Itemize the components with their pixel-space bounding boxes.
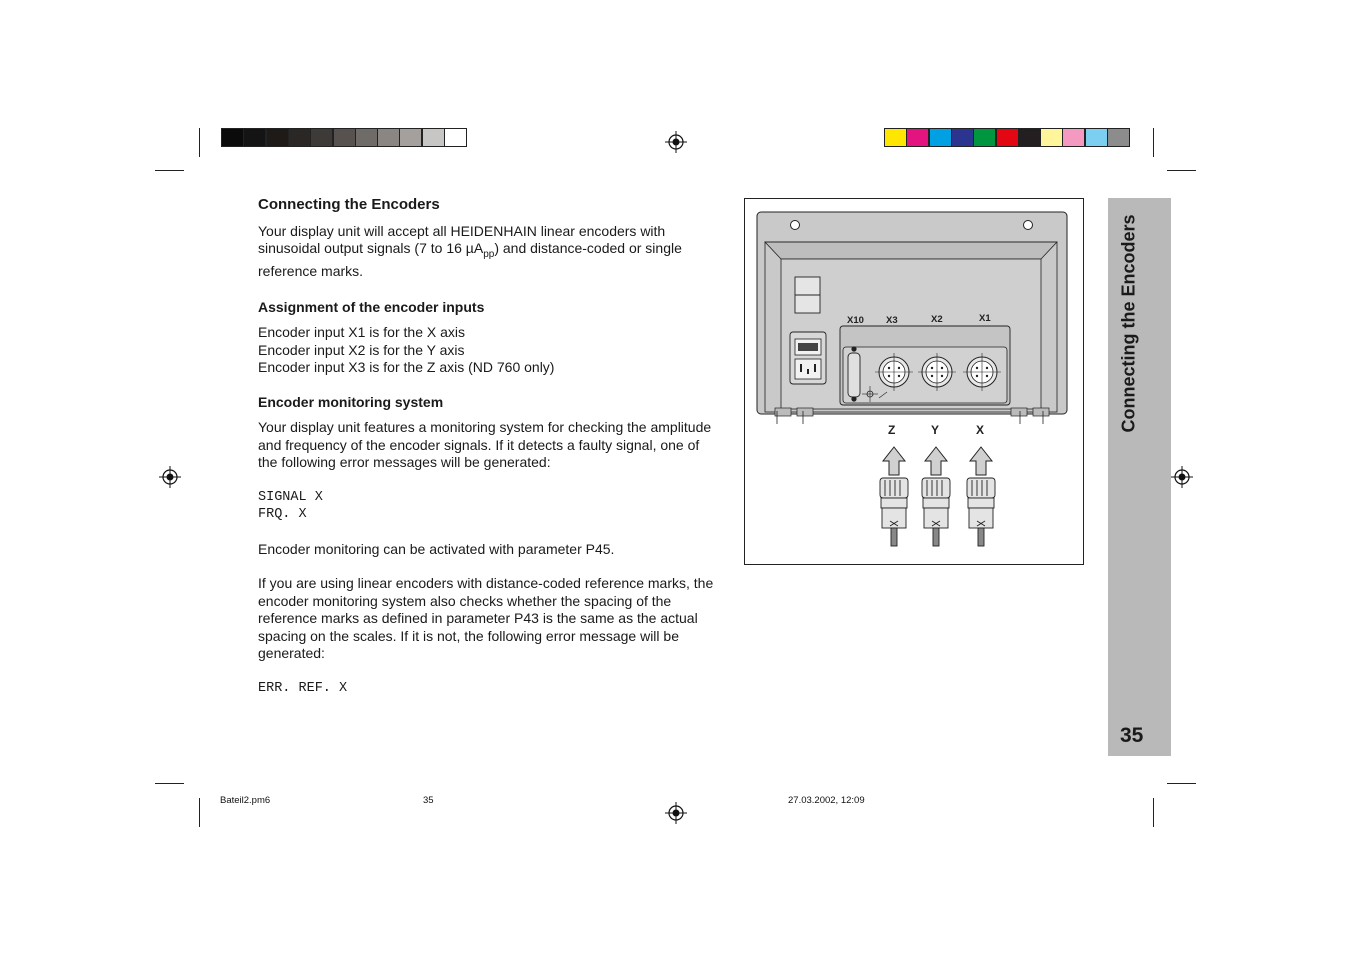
reference-check-text: If you are using linear encoders with distance-coded reference marks, the encoder monitoring system also checks whether the spacing of the reference marks as defined in parameter P43 is the same as the actual spacing on the scales. If it is not, the following error message will be generated: — [258, 575, 714, 662]
gray-swatch — [422, 128, 445, 147]
encoder-plug-y-icon — [922, 478, 950, 546]
side-tab-title — [1108, 198, 1151, 448]
crop-mark — [155, 783, 184, 784]
color-swatch — [906, 128, 929, 147]
error-message: SIGNAL X — [258, 489, 323, 505]
gray-swatch — [243, 128, 266, 147]
intro-text-end: ) and distance-coded or single reference marks. — [258, 240, 682, 280]
gray-swatch — [355, 128, 378, 147]
intro-subscript: pp — [483, 248, 495, 260]
rear-panel-diagram — [745, 199, 1083, 564]
port-label-x10: X10 — [847, 315, 864, 326]
gray-swatch — [310, 128, 333, 147]
encoder-plug-z-icon — [880, 478, 908, 546]
color-swatch — [973, 128, 996, 147]
crop-mark — [1153, 798, 1154, 827]
registration-mark-icon — [665, 802, 687, 824]
error-message: FRQ. X — [258, 507, 307, 523]
axis-label-y: Y — [931, 423, 940, 437]
color-swatch — [1040, 128, 1063, 147]
crop-mark — [199, 798, 200, 827]
page-number: 35 — [1120, 724, 1144, 747]
registration-mark-icon — [1171, 466, 1193, 488]
rear-panel-figure — [744, 198, 1084, 565]
gray-swatch — [333, 128, 356, 147]
crop-mark — [155, 170, 184, 171]
monitoring-heading: Encoder monitoring system — [258, 393, 444, 410]
gray-swatch — [266, 128, 289, 147]
registration-mark-icon — [159, 466, 181, 488]
side-tab-title-text: Connecting the Encoders — [1119, 213, 1139, 433]
assignment-heading: Assignment of the encoder inputs — [258, 298, 485, 315]
intro-paragraph — [258, 223, 718, 281]
up-arrow-icon — [883, 447, 905, 475]
footer-date: 27.03.2002, 12:09 — [788, 795, 865, 806]
crop-mark — [1167, 783, 1196, 784]
port-label-x1: X1 — [979, 313, 991, 324]
main-content — [258, 196, 718, 697]
monitoring-param-text: Encoder monitoring can be activated with parameter P45. — [258, 540, 615, 557]
color-swatch — [1062, 128, 1085, 147]
assignment-line: Encoder input X1 is for the X axis — [258, 324, 465, 341]
footer-page: 35 — [423, 795, 434, 806]
color-swatch — [996, 128, 1019, 147]
monitoring-text: Your display unit features a monitoring system for checking the amplitude and frequency of the encoder signals. If it detects a faulty signal, one of the following error messages will be generated: — [258, 419, 712, 471]
axis-label-x: X — [976, 423, 985, 437]
axis-label-z: Z — [888, 423, 896, 437]
port-label-x2: X2 — [931, 314, 943, 325]
crop-mark — [199, 128, 200, 157]
footer-filename: Bateil2.pm6 — [220, 795, 271, 806]
up-arrow-icon — [970, 447, 992, 475]
color-swatch — [951, 128, 974, 147]
color-swatch — [884, 128, 907, 147]
gray-swatch — [444, 128, 467, 147]
gray-swatch — [377, 128, 400, 147]
crop-mark — [1153, 128, 1154, 157]
crop-mark — [1167, 170, 1196, 171]
section-heading: Connecting the Encoders — [258, 196, 440, 213]
ref-error-message: ERR. REF. X — [258, 680, 348, 696]
color-swatch — [1107, 128, 1130, 147]
intro-text: Your display unit will accept all HEIDENHAIN linear encoders with sinusoidal output signals (7 to 16 µA — [258, 222, 666, 256]
encoder-plug-x-icon — [967, 478, 995, 546]
gray-swatch — [399, 128, 422, 147]
color-swatch — [1018, 128, 1041, 147]
registration-mark-icon — [665, 131, 687, 153]
up-arrow-icon — [925, 447, 947, 475]
port-label-x3: X3 — [886, 315, 898, 326]
assignment-line: Encoder input X3 is for the Z axis (ND 760 only) — [258, 359, 555, 376]
color-swatch — [929, 128, 952, 147]
color-swatch — [1085, 128, 1108, 147]
assignment-line: Encoder input X2 is for the Y axis — [258, 341, 465, 358]
gray-swatch — [288, 128, 311, 147]
gray-swatch — [221, 128, 244, 147]
